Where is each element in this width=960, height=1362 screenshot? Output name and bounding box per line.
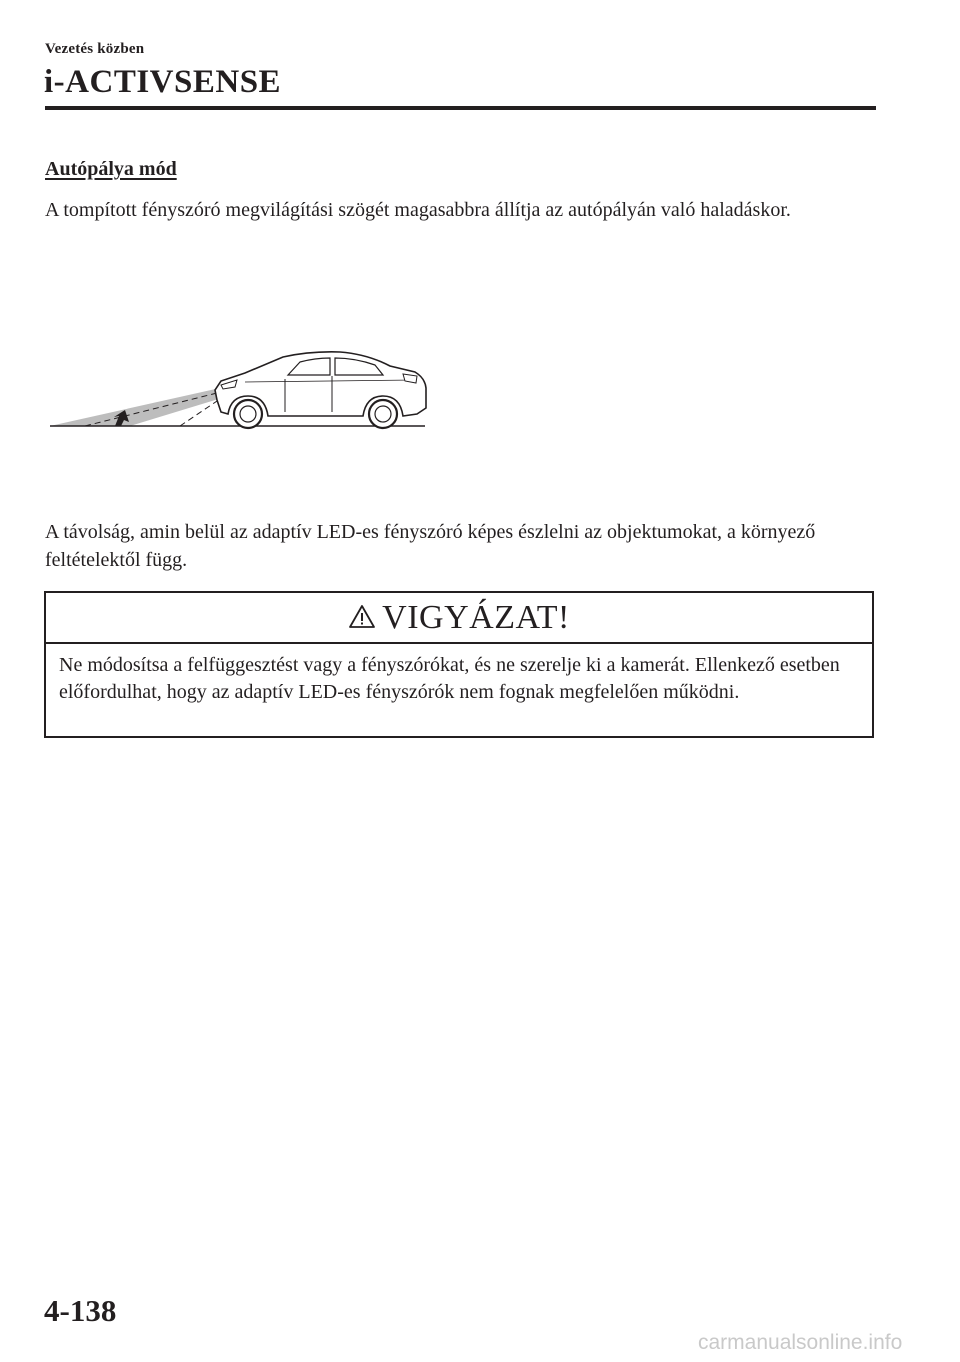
caution-header — [46, 593, 872, 644]
headlight-beam — [50, 388, 225, 426]
page-number: 4-138 — [44, 1293, 117, 1328]
paragraph-highway-mode: A tompított fényszóró megvilágítási szögét magasabbra állítja az autópályán való haladáskor. — [45, 199, 791, 221]
section-label: Vezetés közben — [45, 41, 145, 57]
car-headlight-beam-illustration — [45, 330, 435, 440]
paragraph-detection-distance: A távolság, amin belül az adaptív LED-es fényszóró képes észlelni az objektumokat, a környező feltételektől függ. — [45, 521, 816, 571]
caution-title: VIGYÁZAT! — [382, 598, 570, 636]
chapter-title: i-ACTIVSENSE — [44, 64, 282, 100]
caution-body: Ne módosítsa a felfüggesztést vagy a fényszórókat, és ne szerelje ki a kamerát. Ellenkező esetben előfordulhat, hogy az adaptív LED-es fényszórók nem fognak megfelelően működni. — [59, 654, 840, 703]
watermark: carmanualsonline.info — [698, 1331, 903, 1354]
sub-heading: Autópálya mód — [45, 158, 177, 180]
warning-triangle-icon — [348, 604, 376, 629]
title-divider — [45, 106, 876, 110]
caution-box — [44, 591, 874, 738]
